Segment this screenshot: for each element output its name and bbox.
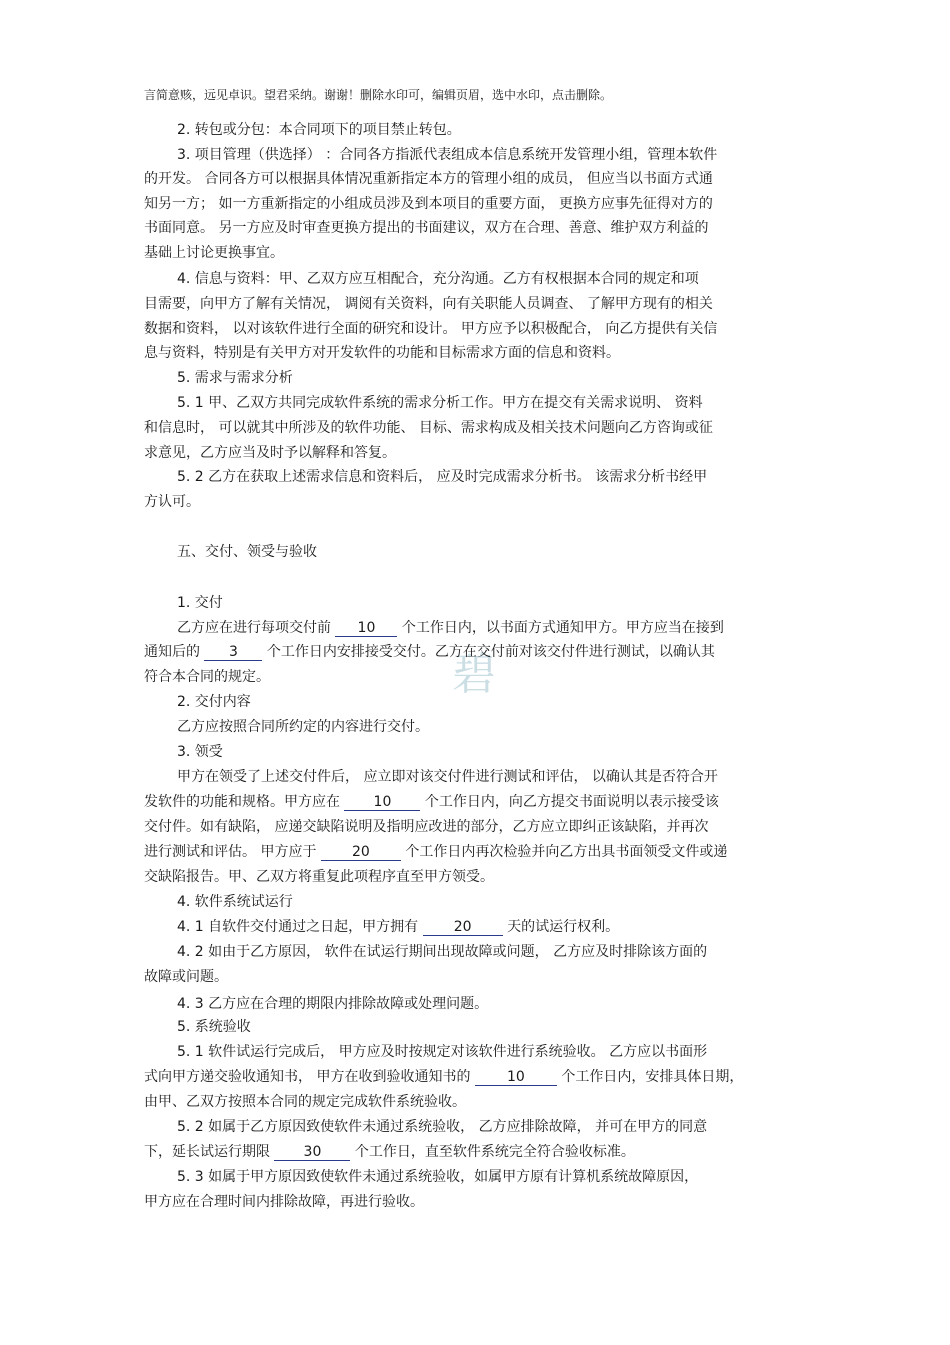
text-line: 乙方应按照合同所约定的内容进行交付。 (177, 719, 429, 735)
text-line: 由甲、乙双方按照本合同的规定完成软件系统验收。 (144, 1094, 466, 1110)
text-line: 下，延长试运行期限 30 个工作日，直至软件系统完全符合验收标准。 (144, 1144, 635, 1160)
text-line: 甲方应在合理时间内排除故障，再进行验收。 (144, 1194, 424, 1210)
text-line: 5. 需求与需求分析 (177, 370, 293, 386)
text-line: 故障或问题。 (144, 969, 228, 985)
text-line: 5. 1 甲、乙双方共同完成软件系统的需求分析工作。甲方在提交有关需求说明、 资料 (177, 395, 703, 411)
text-line: 2. 交付内容 (177, 694, 251, 710)
blank-value: 3 (204, 644, 262, 661)
text-line: 息与资料，特别是有关甲方对开发软件的功能和目标需求方面的信息和资料。 (144, 345, 620, 361)
blank-value: 10 (335, 620, 397, 637)
text-line: 4. 1 自软件交付通过之日起，甲方拥有 20 天的试运行权利。 (177, 919, 620, 935)
text-line: 式向甲方递交验收通知书， 甲方在收到验收通知书的 10 个工作日内，安排具体日期， (144, 1069, 744, 1085)
text-line: 乙方应在进行每项交付前 10 个工作日内，以书面方式通知甲方。甲方应当在接到 (177, 620, 724, 636)
text-line: 进行测试和评估。 甲方应于 20 个工作日内再次检验并向乙方出具书面领受文件或递 (144, 844, 728, 860)
text-line: 发软件的功能和规格。甲方应在 10 个工作日内，向乙方提交书面说明以表示接受该 (144, 794, 719, 810)
blank-value: 20 (321, 844, 401, 861)
text-line: 1. 交付 (177, 595, 223, 611)
blank-value: 30 (274, 1144, 350, 1161)
text-line: 知另一方； 如一方重新指定的小组成员涉及到本项目的重要方面， 更换方应事先征得对方的 (144, 196, 713, 212)
text-line: 5. 2 如属于乙方原因致使软件未通过系统验收， 乙方应排除故障， 并可在甲方的同意 (177, 1119, 708, 1135)
text-line: 5. 2 乙方在获取上述需求信息和资料后， 应及时完成需求分析书。 该需求分析书经甲 (177, 469, 708, 485)
text-line: 符合本合同的规定。 (144, 669, 270, 685)
text-line: 2. 转包或分包：本合同项下的项目禁止转包。 (177, 122, 461, 138)
text-line: 4. 2 如由于乙方原因， 软件在试运行期间出现故障或问题， 乙方应及时排除该方面的 (177, 944, 708, 960)
text-line: 5. 系统验收 (177, 1019, 251, 1035)
text-line: 的开发。 合同各方可以根据具体情况重新指定本方的管理小组的成员， 但应当以书面方式通 (144, 171, 713, 187)
blank-value: 20 (423, 919, 503, 936)
page-header: 言简意赅，远见卓识。望君采纳。谢谢！删除水印可，编辑页眉，选中水印，点击删除。 (144, 88, 613, 102)
text-line: 求意见，乙方应当及时予以解释和答复。 (144, 445, 396, 461)
text-line: 4. 3 乙方应在合理的期限内排除故障或处理问题。 (177, 996, 489, 1012)
text-line: 五、交付、领受与验收 (177, 544, 317, 560)
text-line: 书面同意。 另一方应及时审查更换方提出的书面建议，双方在合理、善意、维护双方利益的 (144, 220, 709, 236)
text-line: 4. 信息与资料：甲、乙双方应互相配合，充分沟通。乙方有权根据本合同的规定和项 (177, 271, 699, 287)
text-line: 数据和资料， 以对该软件进行全面的研究和设计。 甲方应予以积极配合， 向乙方提供有关信 (144, 321, 718, 337)
text-line: 5. 1 软件试运行完成后， 甲方应及时按规定对该软件进行系统验收。 乙方应以书面形 (177, 1044, 708, 1060)
text-line: 交付件。如有缺陷， 应递交缺陷说明及指明应改进的部分，乙方应立即纠正该缺陷，并再次 (144, 819, 709, 835)
text-line: 4. 软件系统试运行 (177, 894, 293, 910)
watermark: 碧 (452, 649, 496, 700)
text-line: 3. 领受 (177, 744, 223, 760)
text-line: 3. 项目管理（供选择） ：合同各方指派代表组成本信息系统开发管理小组，管理本软件 (177, 147, 718, 163)
text-line: 交缺陷报告。甲、乙双方将重复此项程序直至甲方领受。 (144, 869, 494, 885)
text-line: 和信息时， 可以就其中所涉及的软件功能、 目标、需求构成及相关技术问题向乙方咨询或征 (144, 420, 713, 436)
text-line: 方认可。 (144, 494, 200, 510)
text-line: 通知后的 3 个工作日内安排接受交付。乙方在交付前对该交付件进行测试，以确认其 (144, 644, 715, 660)
text-line: 基础上讨论更换事宜。 (144, 245, 284, 261)
text-line: 目需要，向甲方了解有关情况， 调阅有关资料，向有关职能人员调查、 了解甲方现有的相关 (144, 296, 713, 312)
blank-value: 10 (344, 794, 420, 811)
text-line: 甲方在领受了上述交付件后， 应立即对该交付件进行测试和评估， 以确认其是否符合开 (177, 769, 718, 785)
text-line: 5. 3 如属于甲方原因致使软件未通过系统验收，如属甲方原有计算机系统故障原因， (177, 1169, 699, 1185)
blank-value: 10 (475, 1069, 557, 1086)
